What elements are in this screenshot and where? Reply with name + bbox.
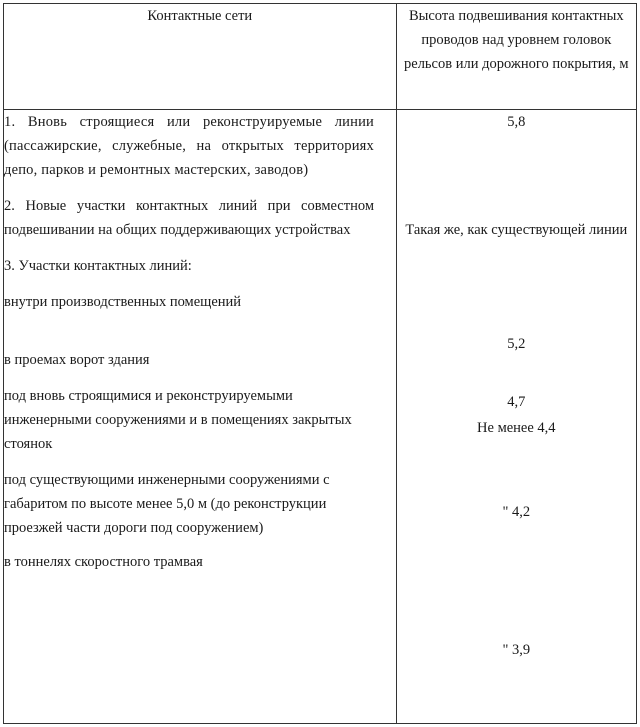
value-new-structures: Не менее 4,4 [477, 420, 556, 436]
value-production-premises: 5,2 [507, 336, 526, 352]
suspension-height-values-cell [396, 110, 636, 724]
value-joint-suspension: Такая же, как существующей линии [405, 222, 628, 238]
list-item-sections-heading: 3. Участки контактных линий: [4, 258, 192, 274]
list-item-gate-openings: в проемах ворот здания [4, 352, 150, 368]
header-contact-networks: Контактные сети [4, 4, 397, 110]
contact-network-height-table [3, 3, 637, 724]
contact-network-types-cell [4, 110, 397, 724]
table-header-row [4, 4, 637, 110]
value-tram-tunnels: " 3,9 [502, 642, 531, 658]
value-gate-openings: 4,7 [507, 394, 526, 410]
list-item-existing-structures: под существующими инженерными сооружениями с габаритом по высоте менее 5,0 м (до реконструкции проезжей части дороги под сооружением) [4, 472, 330, 536]
list-item-joint-suspension: 2. Новые участки контактных линий при совместном подвешивании на общих поддерживающих устройствах [4, 198, 374, 238]
list-item-production-premises: внутри производственных помещений [4, 294, 242, 310]
value-new-lines: 5,8 [507, 114, 526, 130]
list-item-new-structures: под вновь строящимися и реконструируемыми инженерными сооружениями и в помещениях закрытых стоянок [4, 388, 352, 452]
table-body-row [4, 110, 637, 724]
value-existing-structures: " 4,2 [502, 504, 531, 520]
list-item-tram-tunnels: в тоннелях скоростного трамвая [4, 554, 203, 570]
header-suspension-height: Высота подвешивания контактных проводов над уровнем головок рельсов или дорожного покрытия, м [396, 4, 636, 110]
list-item-new-lines: 1. Вновь строящиеся или реконструируемые линии (пассажирские, служебные, на открытых территориях депо, парков и ремонтных мастерских, заводов) [4, 114, 374, 178]
